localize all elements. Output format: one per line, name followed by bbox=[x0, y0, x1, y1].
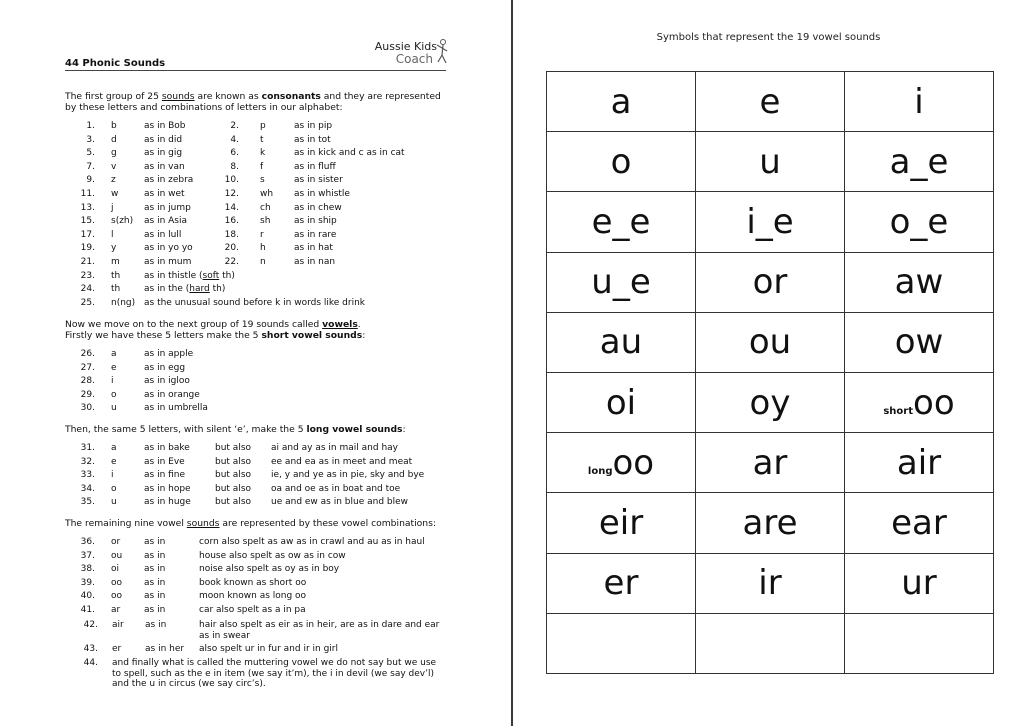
vowel-cell bbox=[547, 493, 696, 553]
vowel-symbol: er bbox=[603, 563, 639, 604]
example: car also spelt as a in pa bbox=[199, 604, 306, 615]
item-number: 7. bbox=[86, 161, 95, 172]
example: as in ship bbox=[294, 216, 337, 227]
letter: g bbox=[111, 148, 117, 159]
example: as in orange bbox=[144, 389, 200, 400]
example: house also spelt as ow as in cow bbox=[199, 550, 346, 561]
item-number: 37. bbox=[80, 550, 95, 561]
letter: wh bbox=[260, 188, 274, 199]
vowel-symbol: i bbox=[914, 81, 924, 122]
example: as in jump bbox=[144, 202, 191, 213]
but-also: but also bbox=[215, 443, 252, 453]
vowel-table-row bbox=[547, 372, 994, 432]
alternate-spellings: ee and ea as in meet and meat bbox=[271, 456, 413, 467]
vowel-cell bbox=[696, 252, 845, 312]
example: corn also spelt as aw as in crawl and au as in haul bbox=[199, 537, 425, 547]
vowel-cell bbox=[547, 252, 696, 312]
letter: u bbox=[111, 497, 117, 508]
combination-row bbox=[65, 578, 455, 592]
vowel-cell bbox=[845, 433, 994, 493]
letter: w bbox=[111, 188, 119, 199]
vowel-symbol: au bbox=[599, 322, 643, 363]
logo-line1: Aussie Kids bbox=[374, 40, 437, 53]
letter: m bbox=[111, 256, 120, 267]
consonant-row bbox=[65, 162, 445, 176]
example: as in huge bbox=[144, 497, 191, 508]
letter: d bbox=[111, 134, 117, 145]
vowel-cell bbox=[845, 372, 994, 432]
consonant-row bbox=[65, 175, 445, 189]
item-number: 6. bbox=[230, 148, 239, 159]
example: as in umbrella bbox=[144, 403, 208, 414]
item-number: 3. bbox=[86, 134, 95, 145]
item-number: 16. bbox=[224, 216, 239, 227]
example: as in egg bbox=[144, 362, 186, 373]
long-vowel-row bbox=[65, 470, 455, 484]
item-number: 4. bbox=[230, 134, 239, 145]
letter: y bbox=[111, 243, 117, 254]
vowel-table-row bbox=[547, 433, 994, 493]
example: as in mum bbox=[144, 256, 192, 267]
letter: i bbox=[111, 376, 114, 387]
vowel-symbol: u bbox=[759, 141, 781, 182]
letter: e bbox=[111, 456, 117, 467]
consonant-row bbox=[65, 189, 445, 203]
vowel-cell bbox=[845, 312, 994, 372]
vowel-symbol: oo bbox=[612, 442, 655, 483]
letter: j bbox=[111, 202, 114, 213]
long-vowel-row bbox=[65, 484, 455, 498]
vowels-intro-line2: Firstly we have these 5 letters make the 5 short vowel sounds: bbox=[65, 330, 366, 341]
short-vowel-row bbox=[65, 349, 445, 363]
consonant-row bbox=[65, 121, 445, 135]
item-number: 31. bbox=[80, 443, 95, 453]
consonant-row bbox=[65, 298, 445, 312]
item-number: 23. bbox=[80, 270, 95, 281]
as-in: as in bbox=[144, 564, 166, 575]
vowel-symbol: ir bbox=[758, 563, 782, 604]
example: book known as short oo bbox=[199, 577, 307, 588]
item-number: 26. bbox=[80, 349, 95, 359]
vowel-table-row bbox=[547, 72, 994, 132]
item-number: 40. bbox=[80, 591, 95, 602]
item-number: 14. bbox=[224, 202, 239, 213]
as-in: as in bbox=[144, 591, 166, 602]
letter: e bbox=[111, 362, 117, 373]
consonant-row bbox=[65, 216, 445, 230]
example: as in pip bbox=[294, 121, 333, 131]
example: as in fine bbox=[144, 470, 186, 481]
example: as in the (hard th) bbox=[144, 284, 226, 295]
item-number: 9. bbox=[86, 175, 95, 186]
item-number: 21. bbox=[80, 256, 95, 267]
example: as in nan bbox=[294, 256, 336, 267]
item-number: 41. bbox=[80, 604, 95, 615]
item-number: 32. bbox=[80, 456, 95, 467]
vowel-symbol-table bbox=[546, 71, 994, 674]
example: noise also spelt as oy as in boy bbox=[199, 564, 340, 575]
consonant-row bbox=[65, 230, 445, 244]
vowel-symbol: o_e bbox=[889, 201, 949, 242]
combination-row bbox=[65, 551, 455, 565]
short-prefix: short bbox=[883, 405, 914, 417]
combination-row bbox=[65, 564, 455, 578]
item-number: 38. bbox=[80, 564, 95, 575]
item-number: 12. bbox=[224, 188, 239, 199]
vowel-symbol: oi bbox=[605, 382, 637, 423]
letter: n(ng) bbox=[111, 297, 136, 308]
vowel-symbol: u_e bbox=[591, 262, 651, 303]
example: as in Asia bbox=[144, 216, 187, 227]
vowel-symbol: e bbox=[759, 81, 781, 122]
example: as in Bob bbox=[144, 121, 186, 131]
combination-row bbox=[65, 537, 455, 551]
vowel-symbol: i_e bbox=[746, 201, 794, 242]
short-vowel-row bbox=[65, 390, 445, 404]
vowel-symbol: are bbox=[742, 502, 798, 543]
long-prefix: long bbox=[587, 465, 613, 477]
vowel-symbol: e_e bbox=[591, 201, 651, 242]
vowel-symbol: ou bbox=[748, 322, 792, 363]
combination-row bbox=[65, 605, 455, 619]
letter: k bbox=[260, 148, 266, 159]
letter: oi bbox=[111, 564, 120, 575]
item-number: 25. bbox=[80, 297, 95, 308]
vowels-intro-line1: Now we move on to the next group of 19 sounds called vowels. bbox=[65, 319, 361, 330]
letter: u bbox=[111, 403, 117, 414]
example: as in fluff bbox=[294, 161, 336, 172]
letter: f bbox=[260, 161, 264, 172]
vowel-table-row bbox=[547, 192, 994, 252]
consonants-intro-line2: by these letters and combinations of letters in our alphabet: bbox=[65, 102, 343, 113]
example: as the unusual sound before k in words like drink bbox=[144, 297, 366, 308]
vowel-combination-list bbox=[65, 537, 455, 619]
example: as in did bbox=[144, 134, 183, 145]
consonants-intro-line1: The first group of 25 sounds are known as consonants and they are represented bbox=[65, 91, 441, 102]
vowel-symbol: ow bbox=[894, 322, 944, 363]
remaining-vowels-intro: The remaining nine vowel sounds are represented by these vowel combinations: bbox=[65, 518, 437, 529]
but-also: but also bbox=[215, 497, 252, 508]
example: as in Eve bbox=[144, 456, 185, 467]
consonant-list bbox=[65, 121, 445, 311]
vowel-table-row bbox=[547, 613, 994, 673]
letter: or bbox=[111, 537, 121, 547]
short-vowel-row bbox=[65, 363, 445, 377]
item-number: 27. bbox=[80, 362, 95, 373]
vowel-table-row bbox=[547, 132, 994, 192]
letter: th bbox=[111, 284, 121, 295]
vowel-cell bbox=[845, 72, 994, 132]
long-vowel-list bbox=[65, 443, 455, 511]
as-in: as in bbox=[144, 604, 166, 615]
alternate-spellings: ie, y and ye as in pie, sky and bye bbox=[271, 470, 425, 481]
example: as in zebra bbox=[144, 175, 194, 186]
item-number: 20. bbox=[224, 243, 239, 254]
example: as in hat bbox=[294, 243, 333, 254]
logo bbox=[365, 38, 449, 68]
vowel-cell bbox=[547, 72, 696, 132]
but-also: but also bbox=[215, 470, 252, 481]
short-vowel-row bbox=[65, 376, 445, 390]
letter: h bbox=[260, 243, 266, 254]
as-in: as in bbox=[144, 537, 166, 547]
item-number: 10. bbox=[224, 175, 239, 186]
letter: ou bbox=[111, 550, 123, 561]
letter: a bbox=[111, 443, 117, 453]
vowel-cell bbox=[696, 312, 845, 372]
example: as in rare bbox=[294, 229, 337, 240]
item-number: 34. bbox=[80, 483, 95, 494]
vowel-symbol: a_e bbox=[889, 141, 949, 182]
vowel-cell bbox=[845, 252, 994, 312]
consonant-row bbox=[65, 135, 445, 149]
letter: i bbox=[111, 470, 114, 481]
item-number: 8. bbox=[230, 161, 239, 172]
kid-figure-icon bbox=[435, 38, 449, 68]
vowel-cell bbox=[845, 192, 994, 252]
long-vowel-row bbox=[65, 443, 455, 457]
item-number: 22. bbox=[224, 256, 239, 267]
vowel-cell bbox=[547, 372, 696, 432]
alternate-spellings: ue and ew as in blue and blew bbox=[271, 497, 409, 508]
vowel-table-row bbox=[547, 493, 994, 553]
item-number: 11. bbox=[80, 188, 95, 199]
vowel-cell bbox=[696, 493, 845, 553]
item-number: 36. bbox=[80, 537, 95, 547]
alternate-spellings: ai and ay as in mail and hay bbox=[271, 443, 398, 453]
letter: r bbox=[260, 229, 264, 240]
but-also: but also bbox=[215, 483, 252, 494]
vowel-symbol: ear bbox=[891, 502, 947, 543]
vowel-cell bbox=[696, 132, 845, 192]
letter: v bbox=[111, 161, 117, 172]
vowel-cell bbox=[845, 132, 994, 192]
consonant-row bbox=[65, 284, 445, 298]
vowel-symbol: aw bbox=[894, 262, 944, 303]
short-vowel-row bbox=[65, 403, 445, 417]
example: as in apple bbox=[144, 349, 194, 359]
vowel-symbol: or bbox=[752, 262, 788, 303]
vowel-symbol: air bbox=[896, 442, 942, 483]
letter: oo bbox=[111, 577, 123, 588]
item-number: 19. bbox=[80, 243, 95, 254]
item-number: 2. bbox=[230, 121, 239, 131]
vowel-cell bbox=[547, 433, 696, 493]
item-number: 35. bbox=[80, 497, 95, 508]
logo-line2: Coach bbox=[395, 52, 433, 66]
vowel-cell bbox=[547, 613, 696, 673]
consonant-row bbox=[65, 203, 445, 217]
alternate-spellings: oa and oe as in boat and toe bbox=[271, 483, 401, 494]
short-vowel-list bbox=[65, 349, 445, 417]
combination-row bbox=[65, 591, 455, 605]
item-number: 30. bbox=[80, 403, 95, 414]
vowel-cell bbox=[696, 613, 845, 673]
but-also: but also bbox=[215, 456, 252, 467]
vowel-table-title: Symbols that represent the 19 vowel sounds bbox=[656, 32, 881, 43]
letter: t bbox=[260, 134, 264, 145]
vowel-symbol: eir bbox=[598, 502, 644, 543]
example: as in van bbox=[144, 161, 185, 172]
consonant-row bbox=[65, 257, 445, 271]
letter: b bbox=[111, 121, 117, 131]
example: moon known as long oo bbox=[199, 591, 307, 602]
vowel-symbol: oy bbox=[749, 382, 791, 423]
letter: o bbox=[111, 389, 117, 400]
left-page: 44 Phonic Sounds Aussie Kids Coach The first group of 25 sounds are known as consonants and they are represented by these letters and combinations of letters in our alphabet: 1. b as in Bob 2. p as in pip 3. d as in did 4. t as in tot 5. g as in gig 6. k as in kick and c as in cat 7. v as in van 8. f as in fluff 9. z as in zebra 10. s as in sister 11. w as in wet 12. wh as in whistle 13. j as in jump 14. ch as in chew 15. s(zh) as in Asia 16. sh as in ship 17. l as in lull 18. r as in rare 19. y as in yo yo 20. h as in hat 21. m as in mum 22. n as in nan 23. th as in thistle (soft th) 24. th as in the (hard th) 25. n(ng) as the unusual sound before k in words like drink Now we move on to the next group of 19 sounds called vowels. Firstly we have these 5 letters make the 5 short vowel sounds: 26. a as in apple 27. e as in egg 28. i as in igloo 29. o as in orange 30. u as in umbrella Then, the same 5 letters, with silent ‘e’, make the 5 long vowel sounds: 31. a as in bake but also ai and ay as in mail and hay 32. e as in Eve but also ee and ea as in meet and meat 33. i as in fine but also ie, y and ye as in pie, sky and bye 34. o as in hope but also oa and oe as in boat and toe 35. u as in huge but also ue and ew as in blue and blew The remaining nine vowel sounds are represented by these vowel combinations: 36. or as in corn also spelt as aw as in crawl and au as in haul 37. ou as in house also spelt as ow as in cow 38. oi as in noise also spelt as oy as in boy 39. oo as in book known as short oo 40. oo as in moon known as long oo 41. ar as in car also spelt as a in pa 42. air as in hair also spelt as eir as in heir, are as in dare and ear as in swear 43. er as in her also spelt ur in fur and ir in girl 44. and finally what is called the muttering vowel we do not say but we use to spell, such as the e in item (we say it’m), the i in devil (we say dev’l) and the u in circus (we say circ’s). bbox=[0, 0, 511, 726]
document-title: 44 Phonic Sounds bbox=[65, 58, 166, 69]
vowel-cell bbox=[696, 72, 845, 132]
example: as in chew bbox=[294, 202, 342, 213]
example: as in gig bbox=[144, 148, 183, 159]
vowel-cell bbox=[547, 132, 696, 192]
long-vowel-row bbox=[65, 457, 455, 471]
item-number: 29. bbox=[80, 389, 95, 400]
letter: s bbox=[260, 175, 265, 186]
letter: o bbox=[111, 483, 117, 494]
consonant-row bbox=[65, 243, 445, 257]
vowel-table-row bbox=[547, 312, 994, 372]
letter: ar bbox=[111, 604, 121, 615]
vowel-table-row bbox=[547, 252, 994, 312]
letter: z bbox=[111, 175, 116, 186]
example: as in bake bbox=[144, 443, 190, 453]
example: as in tot bbox=[294, 134, 331, 145]
letter: s(zh) bbox=[111, 216, 134, 227]
vowel-cell bbox=[696, 372, 845, 432]
item-number: 17. bbox=[80, 229, 95, 240]
example: as in thistle (soft th) bbox=[144, 270, 235, 281]
title-rule bbox=[65, 70, 446, 71]
right-page bbox=[513, 0, 1024, 726]
vowel-cell bbox=[547, 192, 696, 252]
letter: n bbox=[260, 256, 266, 267]
item-number: 5. bbox=[86, 148, 95, 159]
consonant-row bbox=[65, 271, 445, 285]
letter: l bbox=[111, 229, 114, 240]
vowel-cell bbox=[845, 493, 994, 553]
long-vowels-intro: Then, the same 5 letters, with silent ‘e’, make the 5 long vowel sounds: bbox=[65, 424, 406, 435]
item-number: 39. bbox=[80, 577, 95, 588]
letter: a bbox=[111, 349, 117, 359]
vowel-cell bbox=[845, 553, 994, 613]
example: as in lull bbox=[144, 229, 182, 240]
consonant-row bbox=[65, 148, 445, 162]
item-number: 28. bbox=[80, 376, 95, 387]
item-number: 1. bbox=[86, 121, 95, 131]
item-number: 13. bbox=[80, 202, 95, 213]
example: as in sister bbox=[294, 175, 343, 186]
as-in: as in bbox=[144, 550, 166, 561]
vowel-cell bbox=[547, 312, 696, 372]
item-number: 33. bbox=[80, 470, 95, 481]
vowel-cell bbox=[547, 553, 696, 613]
vowel-table-row bbox=[547, 553, 994, 613]
as-in: as in bbox=[144, 577, 166, 588]
vowel-cell bbox=[696, 192, 845, 252]
example: as in kick and c as in cat bbox=[294, 148, 405, 159]
example: as in yo yo bbox=[144, 243, 193, 254]
example: as in igloo bbox=[144, 376, 190, 387]
vowel-symbol: a bbox=[610, 81, 632, 122]
vowel-symbol: ur bbox=[901, 563, 937, 604]
vowel-symbol: oo bbox=[913, 382, 955, 423]
example: as in wet bbox=[144, 188, 185, 199]
example: as in hope bbox=[144, 483, 191, 494]
item-number: 24. bbox=[80, 284, 95, 295]
letter: th bbox=[111, 270, 121, 281]
letter: oo bbox=[111, 591, 123, 602]
letter: p bbox=[260, 121, 266, 131]
vowel-cell bbox=[845, 613, 994, 673]
example: as in whistle bbox=[294, 188, 350, 199]
letter: ch bbox=[260, 202, 271, 213]
item-number: 15. bbox=[80, 216, 95, 227]
vowel-cell bbox=[696, 433, 845, 493]
item-number: 18. bbox=[224, 229, 239, 240]
letter: sh bbox=[260, 216, 271, 227]
vowel-symbol: ar bbox=[752, 442, 788, 483]
vowel-cell bbox=[696, 553, 845, 613]
vowel-symbol: o bbox=[610, 141, 632, 182]
long-vowel-row bbox=[65, 497, 455, 511]
